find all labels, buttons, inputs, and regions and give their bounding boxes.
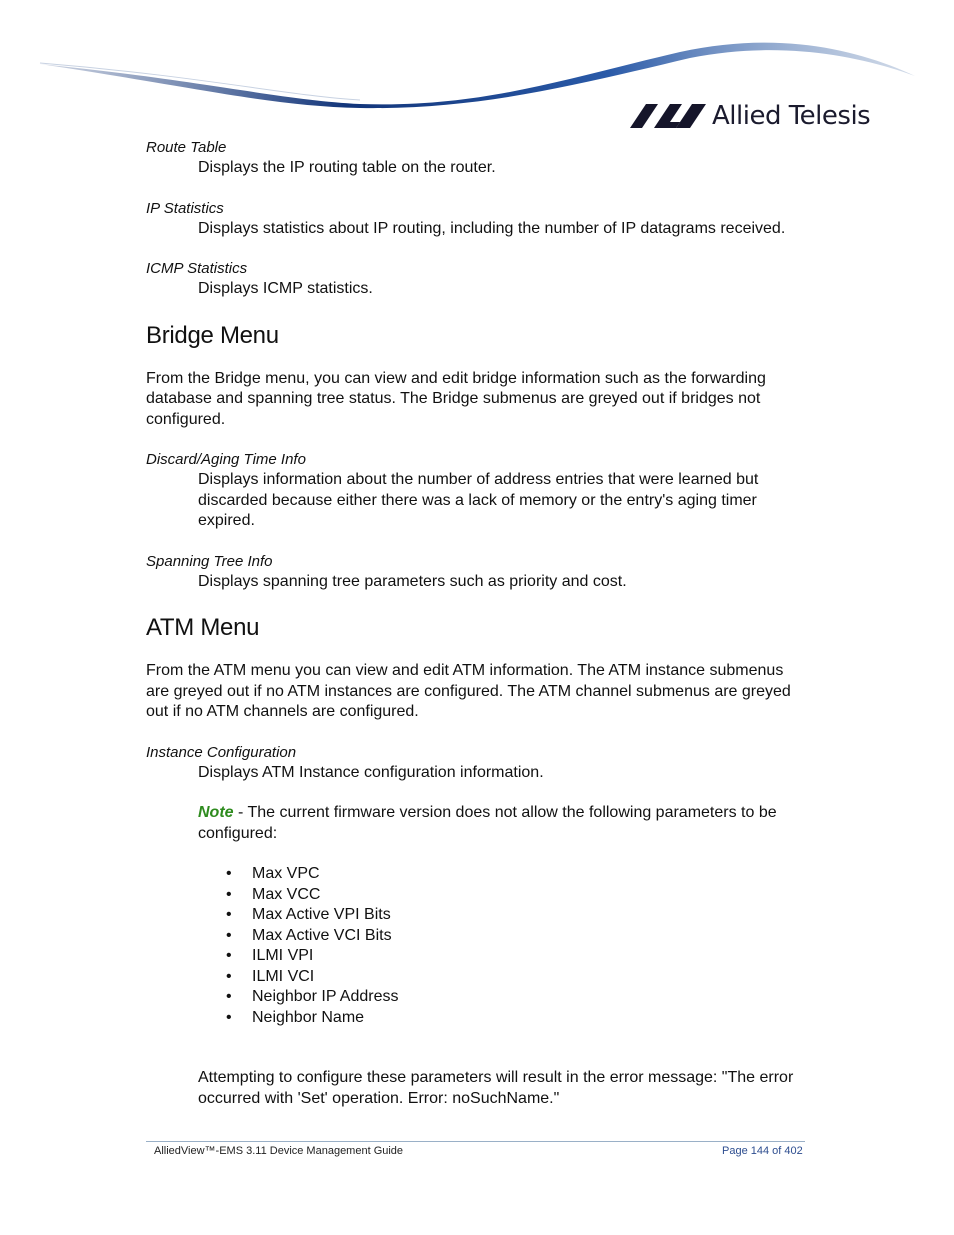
ip-statistics-term: IP Statistics: [146, 199, 224, 217]
spanning-tree-term: Spanning Tree Info: [146, 552, 273, 570]
icmp-statistics-term: ICMP Statistics: [146, 260, 248, 277]
list-item: • Max VCC: [226, 885, 806, 906]
discard-aging-term: Discard/Aging Time Info: [146, 451, 306, 468]
list-item: • ILMI VPI: [226, 946, 806, 967]
param-list: [226, 864, 806, 1028]
list-item: • Neighbor Name: [226, 1008, 806, 1029]
ip-statistics-desc: Displays statistics about IP routing, including the number of IP datagrams received.: [198, 219, 786, 237]
discard-aging-desc: Displays information about the number of address entries that were learned but discarded because either there was a lack of memory or the entry's aging timer expired.: [198, 471, 759, 529]
list-item: • Max Active VCI Bits: [226, 926, 806, 947]
list-item: • Max VPC: [226, 864, 806, 885]
route-table-term: Route Table: [146, 139, 227, 156]
note-paragraph: [198, 803, 806, 844]
allied-telesis-logo: [630, 100, 870, 132]
list-item: • ILMI VCI: [226, 967, 806, 988]
logo-text: Allied Telesis: [712, 101, 871, 131]
note-text: - The current firmware version does not allow the following parameters to be configured:: [198, 804, 777, 842]
list-item: • Neighbor IP Address: [226, 987, 806, 1008]
allied-telesis-mark-icon: [630, 104, 706, 128]
bridge-menu-heading: Bridge Menu: [146, 321, 279, 349]
atm-menu-heading: ATM Menu: [146, 614, 260, 641]
header-swoosh: [0, 0, 954, 115]
note-label: Note: [198, 804, 234, 821]
atm-intro: From the ATM menu you can view and edit ATM information. The ATM instance submenus are greyed out if no ATM instances are configured. The ATM channel submenus are greyed out if no ATM channels are configured.: [146, 662, 791, 720]
instance-config-desc: Displays ATM Instance configuration information.: [198, 763, 544, 781]
bridge-intro: From the Bridge menu, you can view and edit bridge information such as the forwarding database and spanning tree status. The Bridge submenus are greyed out if bridges not configured.: [146, 369, 766, 428]
instance-config-term: Instance Configuration: [146, 743, 297, 761]
list-item: • Max Active VPI Bits: [226, 905, 806, 926]
footer-divider: [146, 1141, 805, 1142]
error-message-paragraph: Attempting to configure these parameters will result in the error message: "The error occurred with 'Set' operation. Error: noSuchName.": [198, 1069, 794, 1107]
footer-title: AlliedView™-EMS 3.11 Device Management Guide: [154, 1145, 404, 1157]
spanning-tree-desc: Displays spanning tree parameters such as priority and cost.: [198, 572, 627, 590]
route-table-desc: Displays the IP routing table on the router.: [198, 159, 496, 176]
icmp-statistics-desc: Displays ICMP statistics.: [198, 280, 373, 297]
page-number: Page 144 of 402: [722, 1145, 803, 1157]
page-content: [146, 138, 806, 1109]
